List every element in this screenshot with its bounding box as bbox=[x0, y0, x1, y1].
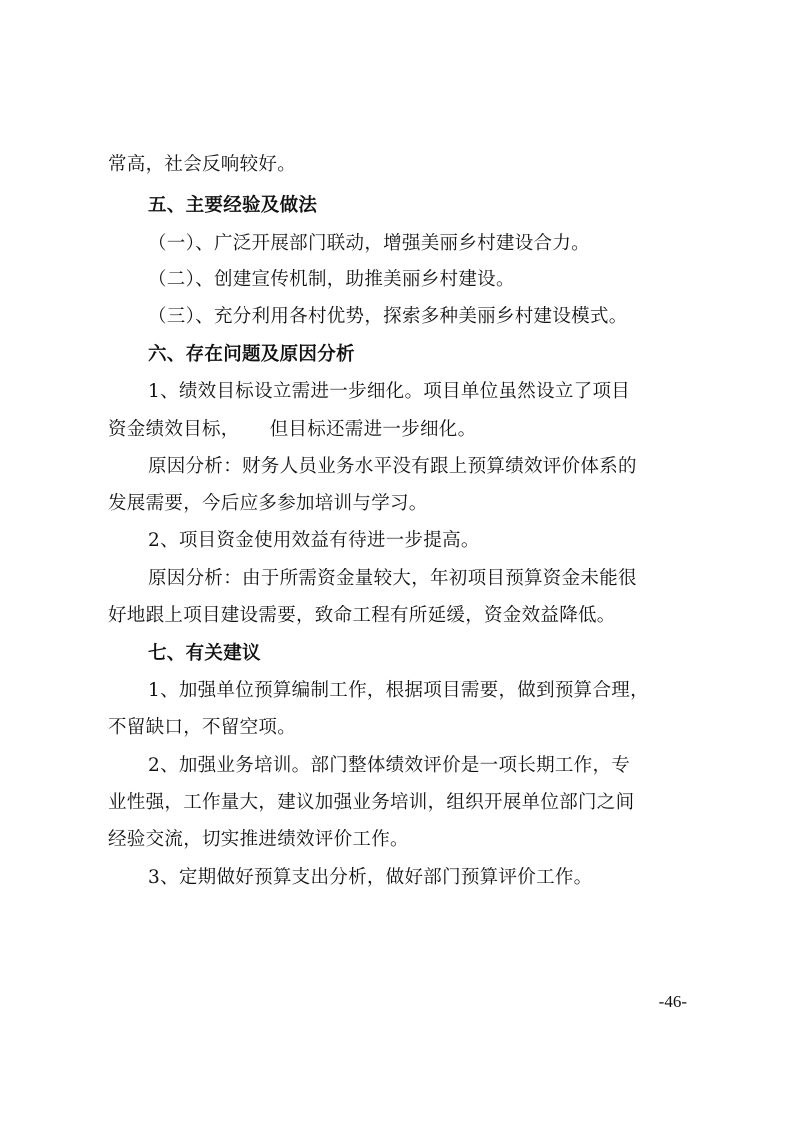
section-heading: 六、存在问题及原因分析 bbox=[148, 344, 355, 365]
body-line: 1、加强单位预算编制工作，根据项目需要，做到预算合理， bbox=[148, 680, 649, 701]
body-line: 发展需要，今后应多参加培训与学习。 bbox=[108, 493, 428, 514]
body-line: 不留缺口，不留空项。 bbox=[108, 717, 297, 738]
body-line: （二）、创建宣传机制，助推美丽乡村建设。 bbox=[148, 269, 515, 290]
body-line: 常高，社会反响较好。 bbox=[108, 154, 297, 175]
body-text: 资金绩效目标， bbox=[108, 419, 240, 440]
body-line: 经验交流，切实推进绩效评价工作。 bbox=[108, 829, 409, 850]
body-line: 1、绩效目标设立需进一步细化。项目单位虽然设立了项目 bbox=[148, 381, 631, 402]
section-heading: 五、主要经验及做法 bbox=[148, 195, 318, 216]
body-line bbox=[108, 418, 708, 442]
body-line: 原因分析：财务人员业务水平没有跟上预算绩效评价体系的 bbox=[148, 456, 637, 477]
body-line: （三）、充分利用各村优势，探索多种美丽乡村建设模式。 bbox=[148, 306, 628, 327]
body-line: 2、加强业务培训。部门整体绩效评价是一项长期工作，专 bbox=[148, 755, 631, 776]
body-text: 但目标还需进一步细化。 bbox=[269, 419, 477, 440]
body-line: 业性强，工作量大，建议加强业务培训，组织开展单位部门之间 bbox=[108, 792, 635, 813]
body-line: 2、项目资金使用效益有待进一步提高。 bbox=[148, 530, 480, 551]
body-line: 原因分析：由于所需资金量较大，年初项目预算资金未能很 bbox=[148, 568, 637, 589]
body-line: 3、定期做好预算支出分析，做好部门预算评价工作。 bbox=[148, 867, 593, 888]
page-number: -46- bbox=[658, 992, 687, 1011]
body-line: 好地跟上项目建设需要，致命工程有所延缓，资金效益降低。 bbox=[108, 605, 616, 626]
section-heading: 七、有关建议 bbox=[148, 643, 261, 664]
body-line: （一）、广泛开展部门联动，增强美丽乡村建设合力。 bbox=[148, 233, 590, 254]
